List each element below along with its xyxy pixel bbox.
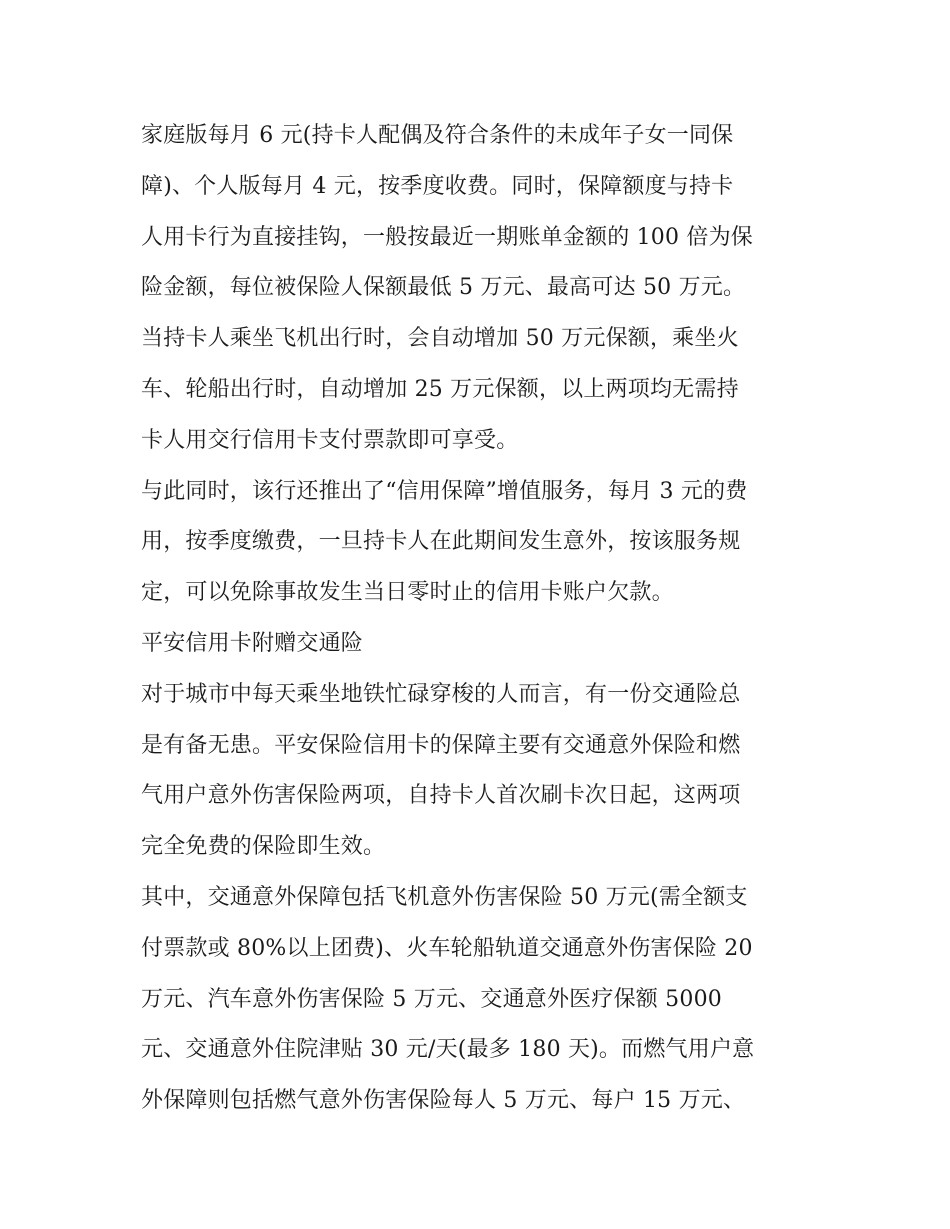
- text-line: 车、轮船出行时，自动增加 25 万元保额，以上两项均无需持: [141, 376, 739, 402]
- text-line: 付票款或 80%以上团费)、火车轮船轨道交通意外伤害保险 20: [141, 935, 753, 961]
- text-line: 障)、个人版每月 4 元，按季度收费。同时，保障额度与持卡: [141, 173, 734, 199]
- text-line: 元、交通意外住院津贴 30 元/天(最多 180 天)。而燃气用户意: [141, 1037, 755, 1063]
- text-line: 对于城市中每天乘坐地铁忙碌穿梭的人而言，有一份交通险总: [141, 681, 741, 707]
- section-heading: 平安信用卡附赠交通险: [141, 630, 364, 656]
- document-body: [141, 111, 821, 1127]
- text-line: 完全免费的保险即生效。: [141, 834, 386, 860]
- text-line: 当持卡人乘坐飞机出行时，会自动增加 50 万元保额，乘坐火: [141, 326, 739, 352]
- text-line: 其中，交通意外保障包括飞机意外伤害保险 50 万元(需全额支: [141, 884, 748, 910]
- text-line: 定，可以免除事故发生当日零时止的信用卡账户欠款。: [141, 580, 674, 606]
- text-line: 气用户意外伤害保险两项，自持卡人首次刷卡次日起，这两项: [141, 783, 741, 809]
- text-line: 卡人用交行信用卡支付票款即可享受。: [141, 427, 519, 453]
- text-line: 人用卡行为直接挂钩，一般按最近一期账单金额的 100 倍为保: [141, 224, 753, 250]
- text-line: 用，按季度缴费，一旦持卡人在此期间发生意外，按该服务规: [141, 529, 741, 555]
- text-line: 是有备无患。平安保险信用卡的保障主要有交通意外保险和燃: [141, 732, 741, 758]
- text-line: 家庭版每月 6 元(持卡人配偶及符合条件的未成年子女一同保: [141, 123, 734, 148]
- text-line: 外保障则包括燃气意外伤害保险每人 5 万元、每户 15 万元、: [141, 1088, 746, 1114]
- text-line: 万元、汽车意外伤害保险 5 万元、交通意外医疗保额 5000: [141, 986, 722, 1012]
- text-line: 险金额，每位被保险人保额最低 5 万元、最高可达 50 万元。: [141, 275, 746, 301]
- text-line: 与此同时，该行还推出了“信用保障”增值服务，每月 3 元的费: [141, 478, 748, 504]
